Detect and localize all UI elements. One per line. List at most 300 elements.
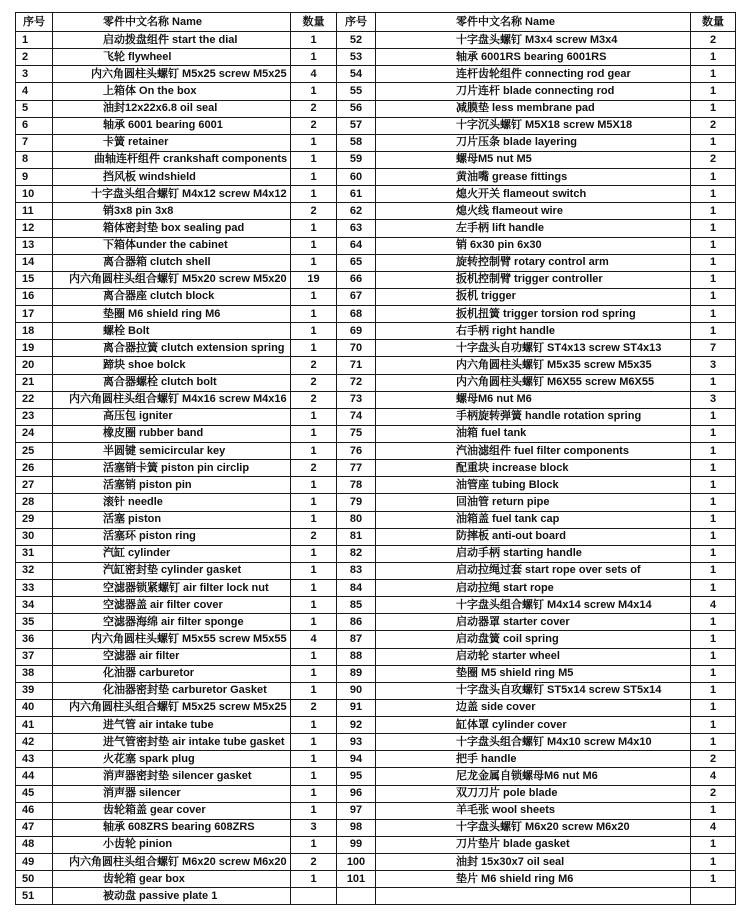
part-name-cell: 曲轴连杆组件 crankshaft components: [53, 151, 291, 168]
part-name-cell: [376, 888, 691, 905]
part-quantity-cell: 1: [691, 836, 736, 853]
part-name-cell: 内六角圆柱头螺钉 M6X55 screw M6X55: [376, 374, 691, 391]
part-name-cell: 螺母M6 nut M6: [376, 391, 691, 408]
part-number-cell: 74: [337, 408, 376, 425]
part-name-cell: 刀片垫片 blade gasket: [376, 836, 691, 853]
table-row: [16, 357, 736, 374]
part-quantity-cell: 1: [691, 66, 736, 83]
table-row: [16, 340, 736, 357]
part-name-cell: 活塞销 piston pin: [53, 477, 291, 494]
part-name-cell: 油封12x22x6.8 oil seal: [53, 100, 291, 117]
part-name-cell: 启动器罩 starter cover: [376, 614, 691, 631]
part-number-cell: 37: [16, 648, 53, 665]
part-number-cell: 43: [16, 751, 53, 768]
part-number-cell: 14: [16, 254, 53, 271]
part-number-cell: 80: [337, 511, 376, 528]
part-number-cell: 35: [16, 614, 53, 631]
part-quantity-cell: 1: [291, 734, 337, 751]
part-name-cell: 缸体罩 cylinder cover: [376, 717, 691, 734]
table-row: [16, 768, 736, 785]
part-name-cell: 启动轮 starter wheel: [376, 648, 691, 665]
part-quantity-cell: 3: [691, 391, 736, 408]
part-name-cell: 汽油滤组件 fuel filter components: [376, 443, 691, 460]
part-name-cell: 十字沉头螺钉 M5X18 screw M5X18: [376, 117, 691, 134]
part-name-cell: 挡风板 windshield: [53, 169, 291, 186]
part-quantity-cell: 1: [291, 871, 337, 888]
table-row: [16, 100, 736, 117]
part-number-cell: 96: [337, 785, 376, 802]
part-quantity-cell: 1: [291, 682, 337, 699]
part-name-cell: 十字盘头自攻螺钉 ST5x14 screw ST5x14: [376, 682, 691, 699]
part-name-cell: 进气管密封垫 air intake tube gasket: [53, 734, 291, 751]
part-number-cell: 38: [16, 665, 53, 682]
part-quantity-cell: 2: [291, 460, 337, 477]
part-name-cell: 化油器 carburetor: [53, 665, 291, 682]
part-name-cell: 防摔板 anti-out board: [376, 528, 691, 545]
part-number-cell: 71: [337, 357, 376, 374]
part-name-cell: 销3x8 pin 3x8: [53, 203, 291, 220]
table-row: [16, 699, 736, 716]
part-name-cell: 齿轮箱 gear box: [53, 871, 291, 888]
part-number-cell: 34: [16, 597, 53, 614]
part-quantity-cell: 2: [291, 699, 337, 716]
table-row: [16, 648, 736, 665]
part-number-cell: 90: [337, 682, 376, 699]
part-quantity-cell: 1: [691, 169, 736, 186]
part-name-cell: 消声器 silencer: [53, 785, 291, 802]
part-number-cell: 59: [337, 151, 376, 168]
part-name-cell: 连杆齿轮组件 connecting rod gear: [376, 66, 691, 83]
part-name-cell: 旋转控制臂 rotary control arm: [376, 254, 691, 271]
part-quantity-cell: 1: [691, 443, 736, 460]
part-quantity-cell: 1: [691, 648, 736, 665]
part-quantity-cell: 2: [291, 528, 337, 545]
part-number-cell: 47: [16, 819, 53, 836]
part-name-cell: 汽缸密封垫 cylinder gasket: [53, 562, 291, 579]
part-quantity-cell: 2: [691, 785, 736, 802]
part-name-cell: 滚针 needle: [53, 494, 291, 511]
part-quantity-cell: 2: [691, 117, 736, 134]
part-name-cell: 内六角圆柱头螺钉 M5x35 screw M5x35: [376, 357, 691, 374]
part-number-cell: 8: [16, 151, 53, 168]
part-number-cell: 78: [337, 477, 376, 494]
part-number-cell: 79: [337, 494, 376, 511]
part-name-cell: 空滤器盖 air filter cover: [53, 597, 291, 614]
table-row: [16, 836, 736, 853]
part-quantity-cell: 1: [691, 288, 736, 305]
part-quantity-cell: 19: [291, 271, 337, 288]
part-name-cell: 垫圈 M6 shield ring M6: [53, 306, 291, 323]
part-quantity-cell: 1: [691, 460, 736, 477]
part-quantity-cell: 7: [691, 340, 736, 357]
part-number-cell: 101: [337, 871, 376, 888]
part-number-cell: 62: [337, 203, 376, 220]
part-quantity-cell: 1: [291, 580, 337, 597]
part-name-cell: 回油管 return pipe: [376, 494, 691, 511]
table-row: [16, 545, 736, 562]
part-number-cell: [337, 888, 376, 905]
part-number-cell: 16: [16, 288, 53, 305]
part-quantity-cell: 1: [291, 237, 337, 254]
part-quantity-cell: 2: [291, 374, 337, 391]
part-quantity-cell: 1: [691, 665, 736, 682]
part-number-cell: 9: [16, 169, 53, 186]
part-name-cell: 十字盘头组合螺钉 M4x12 screw M4x12: [53, 186, 291, 203]
part-name-cell: 轴承 6001 bearing 6001: [53, 117, 291, 134]
part-quantity-cell: 1: [291, 785, 337, 802]
part-name-cell: 橡皮圈 rubber band: [53, 425, 291, 442]
part-name-cell: 内六角圆柱头组合螺钉 M5x25 screw M5x25: [53, 699, 291, 716]
part-quantity-cell: 1: [291, 306, 337, 323]
part-number-cell: 77: [337, 460, 376, 477]
part-quantity-cell: 3: [691, 357, 736, 374]
part-quantity-cell: 1: [691, 802, 736, 819]
part-quantity-cell: 1: [291, 545, 337, 562]
part-name-cell: 离合器螺栓 clutch bolt: [53, 374, 291, 391]
table-row: [16, 477, 736, 494]
part-quantity-cell: 4: [691, 768, 736, 785]
part-number-cell: 58: [337, 134, 376, 151]
part-number-cell: 29: [16, 511, 53, 528]
part-quantity-cell: [691, 888, 736, 905]
part-number-cell: 76: [337, 443, 376, 460]
part-quantity-cell: 1: [291, 665, 337, 682]
part-number-cell: 48: [16, 836, 53, 853]
part-number-cell: 87: [337, 631, 376, 648]
part-number-cell: 94: [337, 751, 376, 768]
table-row: [16, 254, 736, 271]
part-name-cell: 启动拉绳 start rope: [376, 580, 691, 597]
table-row: [16, 443, 736, 460]
part-name-cell: 火花塞 spark plug: [53, 751, 291, 768]
part-name-cell: 离合器座 clutch block: [53, 288, 291, 305]
part-name-cell: 十字盘头组合螺钉 M4x10 screw M4x10: [376, 734, 691, 751]
table-row: [16, 717, 736, 734]
table-row: [16, 306, 736, 323]
part-name-cell: 螺母M5 nut M5: [376, 151, 691, 168]
part-name-cell: 垫圈 M5 shield ring M5: [376, 665, 691, 682]
part-number-cell: 19: [16, 340, 53, 357]
part-name-cell: 半圆键 semicircular key: [53, 443, 291, 460]
part-number-cell: 50: [16, 871, 53, 888]
part-name-cell: 进气管 air intake tube: [53, 717, 291, 734]
part-name-cell: 十字盘头自功螺钉 ST4x13 screw ST4x13: [376, 340, 691, 357]
part-quantity-cell: 2: [291, 203, 337, 220]
part-quantity-cell: 1: [291, 614, 337, 631]
part-name-cell: 边盖 side cover: [376, 699, 691, 716]
part-quantity-cell: 1: [691, 545, 736, 562]
part-name-cell: 刀片压条 blade layering: [376, 134, 691, 151]
part-quantity-cell: 1: [291, 83, 337, 100]
table-row: [16, 460, 736, 477]
header-quantity-right: 数量: [691, 13, 736, 32]
part-number-cell: 26: [16, 460, 53, 477]
table-row: [16, 151, 736, 168]
part-number-cell: 68: [337, 306, 376, 323]
part-name-cell: 蹄块 shoe bolck: [53, 357, 291, 374]
part-quantity-cell: 1: [691, 220, 736, 237]
part-number-cell: 10: [16, 186, 53, 203]
table-row: [16, 562, 736, 579]
part-number-cell: 2: [16, 49, 53, 66]
part-number-cell: 22: [16, 391, 53, 408]
part-name-cell: 内六角圆柱头组合螺钉 M4x16 screw M4x16: [53, 391, 291, 408]
part-number-cell: 12: [16, 220, 53, 237]
part-quantity-cell: 2: [291, 357, 337, 374]
table-row: [16, 871, 736, 888]
part-quantity-cell: 2: [291, 100, 337, 117]
part-number-cell: 51: [16, 888, 53, 905]
part-number-cell: 4: [16, 83, 53, 100]
part-name-cell: 内六角圆柱头组合螺钉 M5x20 screw M5x20: [53, 271, 291, 288]
part-number-cell: 88: [337, 648, 376, 665]
part-number-cell: 57: [337, 117, 376, 134]
part-name-cell: 十字盘头螺钉 M6x20 screw M6x20: [376, 819, 691, 836]
table-row: [16, 597, 736, 614]
part-number-cell: 42: [16, 734, 53, 751]
part-number-cell: 85: [337, 597, 376, 614]
part-quantity-cell: 1: [291, 169, 337, 186]
part-number-cell: 60: [337, 169, 376, 186]
part-name-cell: 活塞环 piston ring: [53, 528, 291, 545]
part-name-cell: 空滤器海绵 air filter sponge: [53, 614, 291, 631]
part-number-cell: 36: [16, 631, 53, 648]
table-row: [16, 134, 736, 151]
part-quantity-cell: 1: [691, 323, 736, 340]
table-row: [16, 220, 736, 237]
part-number-cell: 44: [16, 768, 53, 785]
part-quantity-cell: 1: [691, 717, 736, 734]
part-name-cell: 启动拉绳过套 start rope over sets of: [376, 562, 691, 579]
part-number-cell: 41: [16, 717, 53, 734]
part-number-cell: 49: [16, 854, 53, 871]
table-row: [16, 83, 736, 100]
table-row: [16, 32, 736, 49]
part-quantity-cell: 1: [291, 134, 337, 151]
table-row: [16, 734, 736, 751]
part-quantity-cell: 1: [691, 682, 736, 699]
part-quantity-cell: [291, 888, 337, 905]
part-quantity-cell: 2: [291, 391, 337, 408]
part-name-cell: 启动盘簧 coil spring: [376, 631, 691, 648]
part-name-cell: 离合器箱 clutch shell: [53, 254, 291, 271]
table-row: [16, 854, 736, 871]
table-row: [16, 169, 736, 186]
part-number-cell: 64: [337, 237, 376, 254]
table-row: [16, 528, 736, 545]
part-name-cell: 配重块 increase block: [376, 460, 691, 477]
part-number-cell: 100: [337, 854, 376, 871]
header-row: [16, 13, 736, 32]
part-number-cell: 31: [16, 545, 53, 562]
part-quantity-cell: 1: [291, 717, 337, 734]
part-name-cell: 被动盘 passive plate 1: [53, 888, 291, 905]
table-row: [16, 494, 736, 511]
part-quantity-cell: 1: [691, 271, 736, 288]
part-quantity-cell: 4: [691, 597, 736, 614]
part-name-cell: 十字盘头螺钉 M3x4 screw M3x4: [376, 32, 691, 49]
part-name-cell: 右手柄 right handle: [376, 323, 691, 340]
part-name-cell: 轴承 6001RS bearing 6001RS: [376, 49, 691, 66]
part-name-cell: 销 6x30 pin 6x30: [376, 237, 691, 254]
part-quantity-cell: 4: [691, 819, 736, 836]
part-number-cell: 46: [16, 802, 53, 819]
part-number-cell: 45: [16, 785, 53, 802]
table-row: [16, 888, 736, 905]
part-number-cell: 98: [337, 819, 376, 836]
part-quantity-cell: 1: [291, 32, 337, 49]
part-quantity-cell: 1: [691, 477, 736, 494]
part-quantity-cell: 1: [291, 425, 337, 442]
part-name-cell: 内六角圆柱头螺钉 M5x25 screw M5x25: [53, 66, 291, 83]
part-quantity-cell: 1: [691, 374, 736, 391]
part-name-cell: 齿轮箱盖 gear cover: [53, 802, 291, 819]
part-number-cell: 17: [16, 306, 53, 323]
part-number-cell: 93: [337, 734, 376, 751]
part-name-cell: 扳机控制臂 trigger controller: [376, 271, 691, 288]
table-row: [16, 374, 736, 391]
part-number-cell: 69: [337, 323, 376, 340]
part-name-cell: 小齿轮 pinion: [53, 836, 291, 853]
part-name-cell: 启动手柄 starting handle: [376, 545, 691, 562]
table-row: [16, 186, 736, 203]
table-row: [16, 66, 736, 83]
part-quantity-cell: 1: [291, 597, 337, 614]
part-number-cell: 1: [16, 32, 53, 49]
part-name-cell: 油箱 fuel tank: [376, 425, 691, 442]
part-quantity-cell: 2: [291, 854, 337, 871]
part-name-cell: 消声器密封垫 silencer gasket: [53, 768, 291, 785]
part-quantity-cell: 1: [291, 323, 337, 340]
part-name-cell: 化油器密封垫 carburetor Gasket: [53, 682, 291, 699]
part-number-cell: 97: [337, 802, 376, 819]
part-quantity-cell: 1: [291, 340, 337, 357]
part-quantity-cell: 1: [691, 254, 736, 271]
part-number-cell: 63: [337, 220, 376, 237]
table-row: [16, 391, 736, 408]
part-number-cell: 21: [16, 374, 53, 391]
part-number-cell: 23: [16, 408, 53, 425]
part-name-cell: 启动拨盘组件 start the dial: [53, 32, 291, 49]
part-quantity-cell: 1: [291, 254, 337, 271]
part-number-cell: 52: [337, 32, 376, 49]
part-name-cell: 刀片连杆 blade connecting rod: [376, 83, 691, 100]
part-quantity-cell: 1: [691, 734, 736, 751]
part-number-cell: 28: [16, 494, 53, 511]
part-number-cell: 3: [16, 66, 53, 83]
part-quantity-cell: 2: [691, 32, 736, 49]
part-number-cell: 73: [337, 391, 376, 408]
table-row: [16, 323, 736, 340]
part-number-cell: 7: [16, 134, 53, 151]
part-number-cell: 67: [337, 288, 376, 305]
part-quantity-cell: 1: [691, 511, 736, 528]
part-number-cell: 99: [337, 836, 376, 853]
part-name-cell: 双刀刀片 pole blade: [376, 785, 691, 802]
part-quantity-cell: 1: [691, 186, 736, 203]
part-quantity-cell: 1: [691, 528, 736, 545]
part-quantity-cell: 1: [291, 151, 337, 168]
table-row: [16, 580, 736, 597]
part-number-cell: 56: [337, 100, 376, 117]
part-name-cell: 垫片 M6 shield ring M6: [376, 871, 691, 888]
table-body: [16, 32, 736, 905]
table-row: [16, 751, 736, 768]
part-quantity-cell: 1: [691, 631, 736, 648]
part-name-cell: 箱体密封垫 box sealing pad: [53, 220, 291, 237]
part-quantity-cell: 1: [691, 134, 736, 151]
part-number-cell: 5: [16, 100, 53, 117]
part-quantity-cell: 1: [291, 648, 337, 665]
part-number-cell: 81: [337, 528, 376, 545]
part-name-cell: 轴承 608ZRS bearing 608ZRS: [53, 819, 291, 836]
part-quantity-cell: 1: [691, 614, 736, 631]
part-quantity-cell: 1: [691, 306, 736, 323]
part-quantity-cell: 1: [291, 49, 337, 66]
part-number-cell: 32: [16, 562, 53, 579]
part-quantity-cell: 1: [691, 699, 736, 716]
part-quantity-cell: 1: [691, 49, 736, 66]
part-name-cell: 油封 15x30x7 oil seal: [376, 854, 691, 871]
part-name-cell: 空滤器 air filter: [53, 648, 291, 665]
part-name-cell: 左手柄 lift handle: [376, 220, 691, 237]
part-number-cell: 83: [337, 562, 376, 579]
table-row: [16, 819, 736, 836]
table-row: [16, 203, 736, 220]
header-number-right: 序号: [337, 13, 376, 32]
part-quantity-cell: 1: [691, 100, 736, 117]
part-quantity-cell: 2: [291, 117, 337, 134]
part-name-cell: 尼龙金属自锁螺母M6 nut M6: [376, 768, 691, 785]
part-number-cell: 92: [337, 717, 376, 734]
part-number-cell: 91: [337, 699, 376, 716]
part-quantity-cell: 4: [291, 66, 337, 83]
part-number-cell: 25: [16, 443, 53, 460]
part-name-cell: 十字盘头组合螺钉 M4x14 screw M4x14: [376, 597, 691, 614]
table-row: [16, 665, 736, 682]
table-row: [16, 237, 736, 254]
part-number-cell: 27: [16, 477, 53, 494]
part-name-cell: 离合器拉簧 clutch extension spring: [53, 340, 291, 357]
part-number-cell: 66: [337, 271, 376, 288]
part-number-cell: 70: [337, 340, 376, 357]
part-quantity-cell: 1: [691, 408, 736, 425]
header-name-right: 零件中文名称 Name: [376, 13, 691, 32]
part-quantity-cell: 3: [291, 819, 337, 836]
part-quantity-cell: 1: [691, 580, 736, 597]
part-quantity-cell: 1: [691, 83, 736, 100]
part-number-cell: 11: [16, 203, 53, 220]
part-name-cell: 黄油嘴 grease fittings: [376, 169, 691, 186]
part-name-cell: 上箱体 On the box: [53, 83, 291, 100]
table-row: [16, 425, 736, 442]
table-row: [16, 802, 736, 819]
part-number-cell: 15: [16, 271, 53, 288]
part-quantity-cell: 1: [291, 443, 337, 460]
part-number-cell: 20: [16, 357, 53, 374]
table-row: [16, 785, 736, 802]
part-quantity-cell: 1: [291, 494, 337, 511]
part-number-cell: 65: [337, 254, 376, 271]
part-number-cell: 18: [16, 323, 53, 340]
part-number-cell: 30: [16, 528, 53, 545]
part-number-cell: 82: [337, 545, 376, 562]
part-quantity-cell: 1: [291, 511, 337, 528]
part-quantity-cell: 1: [291, 288, 337, 305]
part-number-cell: 95: [337, 768, 376, 785]
part-name-cell: 扳机扭簧 trigger torsion rod spring: [376, 306, 691, 323]
part-quantity-cell: 1: [691, 237, 736, 254]
